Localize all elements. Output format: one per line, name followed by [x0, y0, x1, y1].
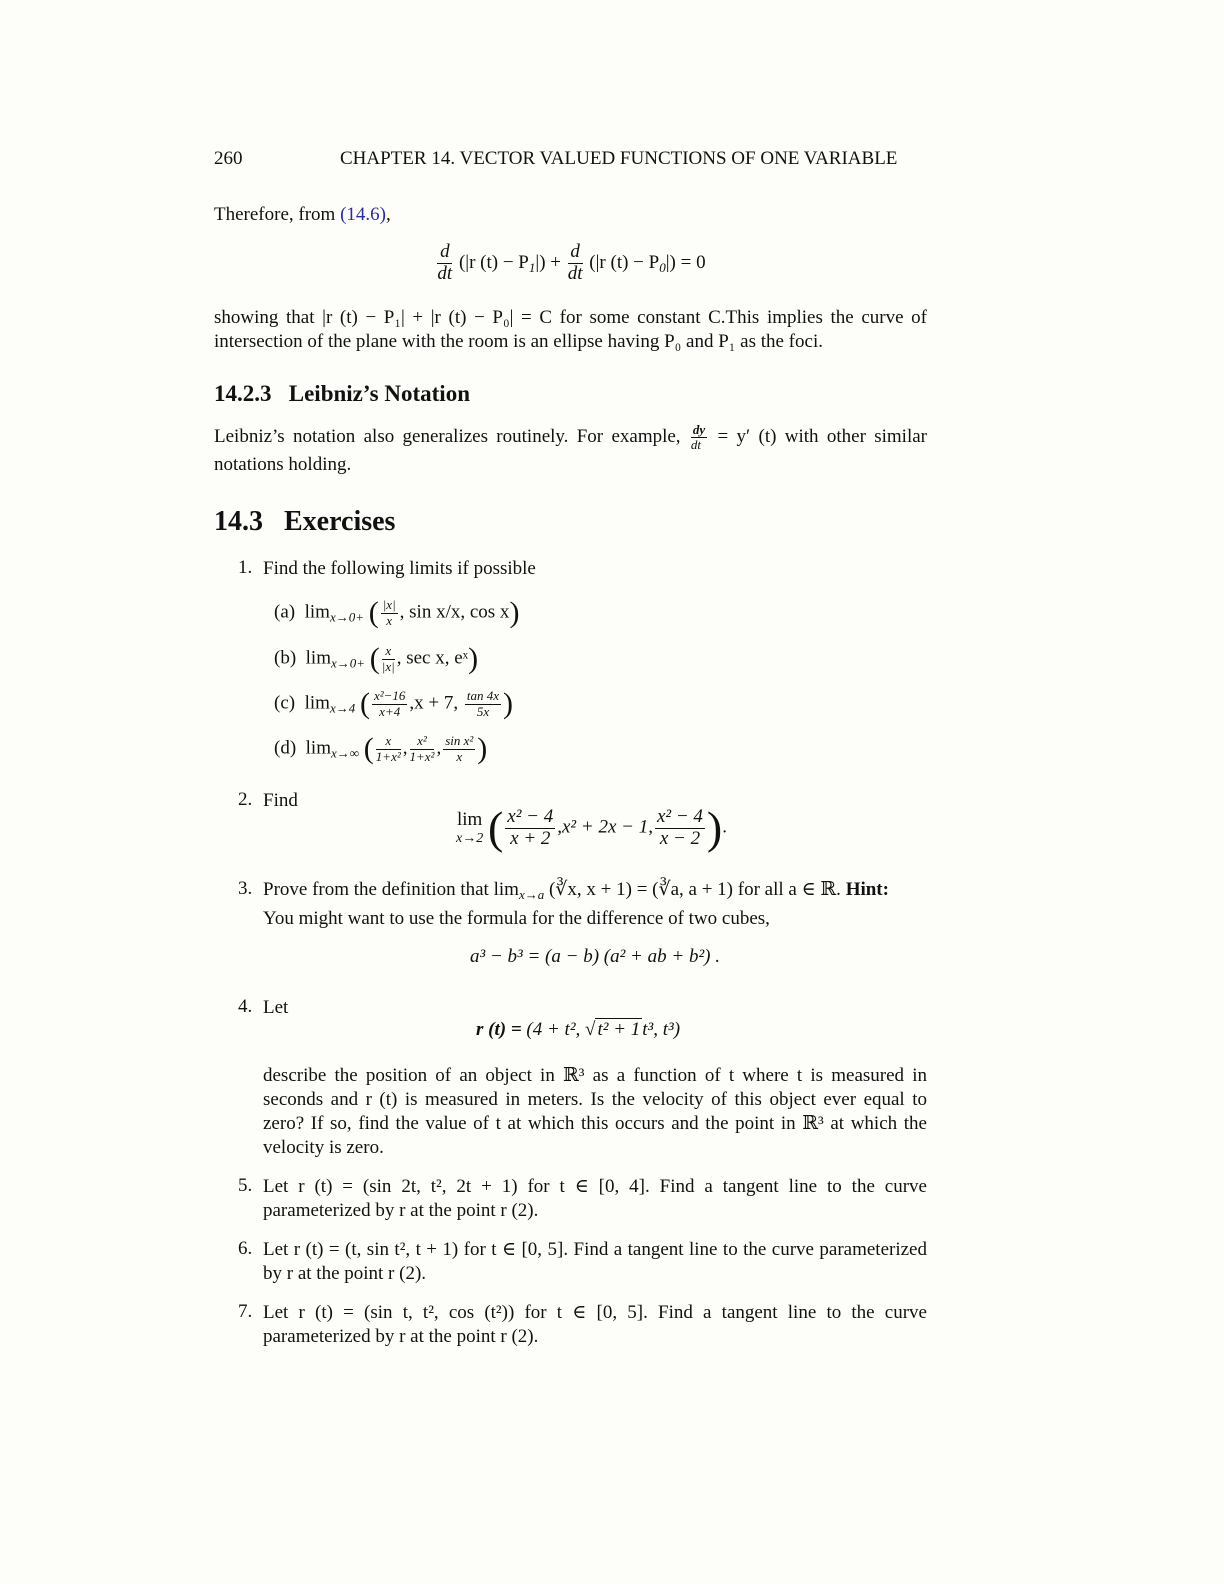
sub-label: (c) — [274, 692, 296, 714]
paren: ( — [369, 642, 380, 675]
text: = y′ (t) with other similar — [709, 426, 927, 448]
fraction — [655, 807, 705, 850]
fraction — [376, 734, 401, 764]
lim: lim — [305, 647, 331, 669]
paren: ) — [706, 802, 723, 853]
chapter-title: CHAPTER 14. VECTOR VALUED FUNCTIONS OF ONE VARIABLE — [340, 148, 898, 169]
exercise-1b — [274, 644, 478, 674]
denominator: x — [456, 748, 463, 764]
numerator: x — [376, 734, 401, 749]
denominator: x+4 — [379, 703, 401, 719]
lim: lim — [305, 737, 331, 759]
numerator: x² — [410, 734, 435, 749]
numerator: |x| — [382, 597, 396, 613]
denominator: |x| — [381, 658, 395, 674]
fraction — [443, 734, 475, 764]
lim-text: lim — [456, 808, 483, 830]
denominator: 5x — [476, 703, 490, 719]
exercise-text — [263, 878, 927, 931]
math: ,x² + 2x − 1, — [557, 816, 653, 838]
math: |) + — [535, 251, 561, 273]
exercise-text: Let r (t) = (sin 2t, t², 2t + 1) for t ∈ [0, 4]. Find a tangent line to the curve parameterized by r at the point r (2). — [263, 1176, 927, 1221]
math: , sin x/x, cos x — [399, 601, 510, 623]
fraction — [568, 242, 583, 285]
fraction — [382, 644, 395, 674]
page-number: 260 — [214, 148, 243, 169]
display-equation-limit — [456, 802, 727, 853]
sub-label: (a) — [274, 601, 296, 623]
text: Leibniz’s notation also generalizes routinely. For example, — [214, 426, 689, 448]
paragraph-line — [263, 878, 927, 907]
numerator: d — [437, 242, 452, 264]
section-title: Exercises — [284, 506, 396, 537]
paragraph-line: intersection of the plane with the room is an ellipse having P₀ and P₁ as the foci. — [214, 331, 823, 352]
denominator: dt — [567, 262, 583, 284]
paren: ( — [363, 732, 374, 765]
exercise-1c — [274, 689, 513, 719]
paren: ) — [509, 596, 520, 629]
exercise-number: 1. — [238, 557, 253, 578]
subscript: x→0+ — [329, 609, 364, 625]
sub-label: (b) — [274, 647, 297, 669]
denominator: dt — [437, 262, 453, 284]
exercise-text: Find — [263, 790, 298, 811]
equation-ref-link[interactable]: (14.6) — [340, 204, 386, 225]
paren: ) — [503, 687, 514, 720]
paragraph-line: showing that |r (t) − P₁| + |r (t) − P₀| = C for some constant C.This implies the curve of — [214, 307, 927, 328]
denominator: x — [386, 612, 393, 628]
exercise-text: Find the following limits if possible — [263, 558, 536, 579]
denominator: x − 2 — [659, 827, 701, 849]
subscript: 1 — [528, 259, 536, 275]
numerator: tan 4x — [466, 688, 500, 704]
lim — [456, 810, 483, 846]
denominator: 1+x² — [375, 748, 401, 764]
math: |) = 0 — [665, 251, 706, 273]
fraction — [372, 689, 407, 719]
text: Therefore, from — [214, 204, 341, 225]
subscript: 0 — [659, 259, 666, 275]
lim: lim — [304, 692, 330, 714]
math: r (t) = — [476, 1019, 527, 1040]
denominator: 1+x² — [409, 748, 435, 764]
fraction — [691, 423, 707, 453]
fraction — [410, 734, 435, 764]
fraction — [465, 689, 501, 719]
sub-label: (d) — [274, 737, 297, 759]
page-header — [214, 148, 927, 170]
numerator: x²−16 — [373, 688, 406, 704]
therefore-line — [214, 203, 927, 227]
section-number: 14.2.3 — [214, 381, 272, 406]
denominator: dt — [690, 437, 702, 453]
numerator: sin x² — [445, 733, 474, 749]
exercise-number: 3. — [238, 878, 253, 899]
subscript: x→a — [518, 887, 545, 902]
period: . — [722, 816, 727, 838]
exercise-number: 2. — [238, 789, 253, 810]
numerator: d — [568, 242, 583, 264]
numerator: x² − 4 — [656, 805, 703, 827]
section-heading-14-3 — [214, 506, 927, 538]
exercise-number: 6. — [238, 1238, 253, 1259]
paragraph-line — [214, 423, 927, 453]
subscript: x→2 — [456, 830, 484, 846]
exercise-text: Let r (t) = (sin t, t², cos (t²)) for t ∈ [0, 5]. Find a tangent line to the curve parameterized by r at the point r (2). — [263, 1302, 927, 1347]
math: (|r (t) − P — [458, 251, 529, 273]
text: Prove from the definition that lim — [263, 879, 519, 900]
leibniz-paragraph — [214, 423, 927, 477]
exercise-text: Let r (t) = (t, sin t², t + 1) for t ∈ [0, 5]. Find a tangent line to the curve parameterized by r at the point r (2). — [263, 1239, 927, 1284]
math: ,x + 7, — [409, 692, 463, 714]
denominator: x + 2 — [510, 827, 551, 849]
numerator: x² − 4 — [507, 805, 554, 827]
hint-label: Hint: — [845, 879, 889, 900]
paragraph-line: notations holding. — [214, 453, 352, 475]
paren: ( — [487, 802, 504, 853]
paren: ( — [368, 596, 379, 629]
display-equation-derivative — [214, 242, 927, 285]
exercise-text: Let — [263, 997, 289, 1018]
fraction — [505, 807, 555, 850]
lim: lim — [304, 601, 330, 623]
subscript: x→∞ — [331, 745, 360, 761]
numerator: x — [382, 644, 395, 659]
math: , sec x, eˣ — [396, 647, 469, 669]
exercise-number: 4. — [238, 996, 253, 1017]
paren: ) — [468, 642, 479, 675]
math: (4 + t², — [526, 1019, 586, 1040]
subscript: x→4 — [329, 700, 356, 716]
section-heading-14-2-3 — [214, 382, 927, 406]
exercise-paragraph: describe the position of an object in ℝ³ as a function of t where t is measured in seconds and r (t) is measured in meters. Is the velocity of this object ever equal to zero? If so, find the value of t at which this occurs and the point in ℝ³ at which the velocity is zero. — [263, 1065, 927, 1158]
exercise-1a — [274, 598, 519, 628]
paren: ( — [359, 687, 370, 720]
math: (|r (t) − P — [589, 251, 660, 273]
subscript: x→0+ — [331, 655, 366, 671]
exercise-number: 5. — [238, 1175, 253, 1196]
exercise-number: 7. — [238, 1301, 253, 1322]
numerator: dy — [692, 422, 706, 437]
display-equation-position — [476, 1019, 680, 1041]
paren: ) — [477, 732, 488, 765]
section-number: 14.3 — [214, 506, 263, 537]
fraction — [381, 598, 398, 628]
exercise-1d: (d) $\lim_{x\to\infty}$ ( $\frac{x}{\text{1+x²}}$ , $\frac{\text{x²}}{\text{1+x²}}$ , $\frac{\text{sin x²}}{x}$ ) — [274, 732, 488, 765]
sqrt-radicand: t² + 1 — [597, 1019, 641, 1040]
text: (∛x, x + 1) = (∛a, a + 1) for all a ∈ ℝ. — [544, 879, 846, 900]
section-title: Leibniz’s Notation — [288, 381, 470, 406]
math: t³, t³) — [642, 1019, 681, 1040]
sqrt-sign: √ — [585, 1019, 596, 1040]
display-equation-cubes: a³ − b³ = (a − b) (a² + ab + b²) . — [470, 946, 720, 967]
fraction — [437, 242, 452, 285]
showing-paragraph — [214, 306, 927, 354]
paragraph-line: You might want to use the formula for the difference of two cubes, — [263, 908, 770, 929]
text: , — [385, 204, 391, 225]
